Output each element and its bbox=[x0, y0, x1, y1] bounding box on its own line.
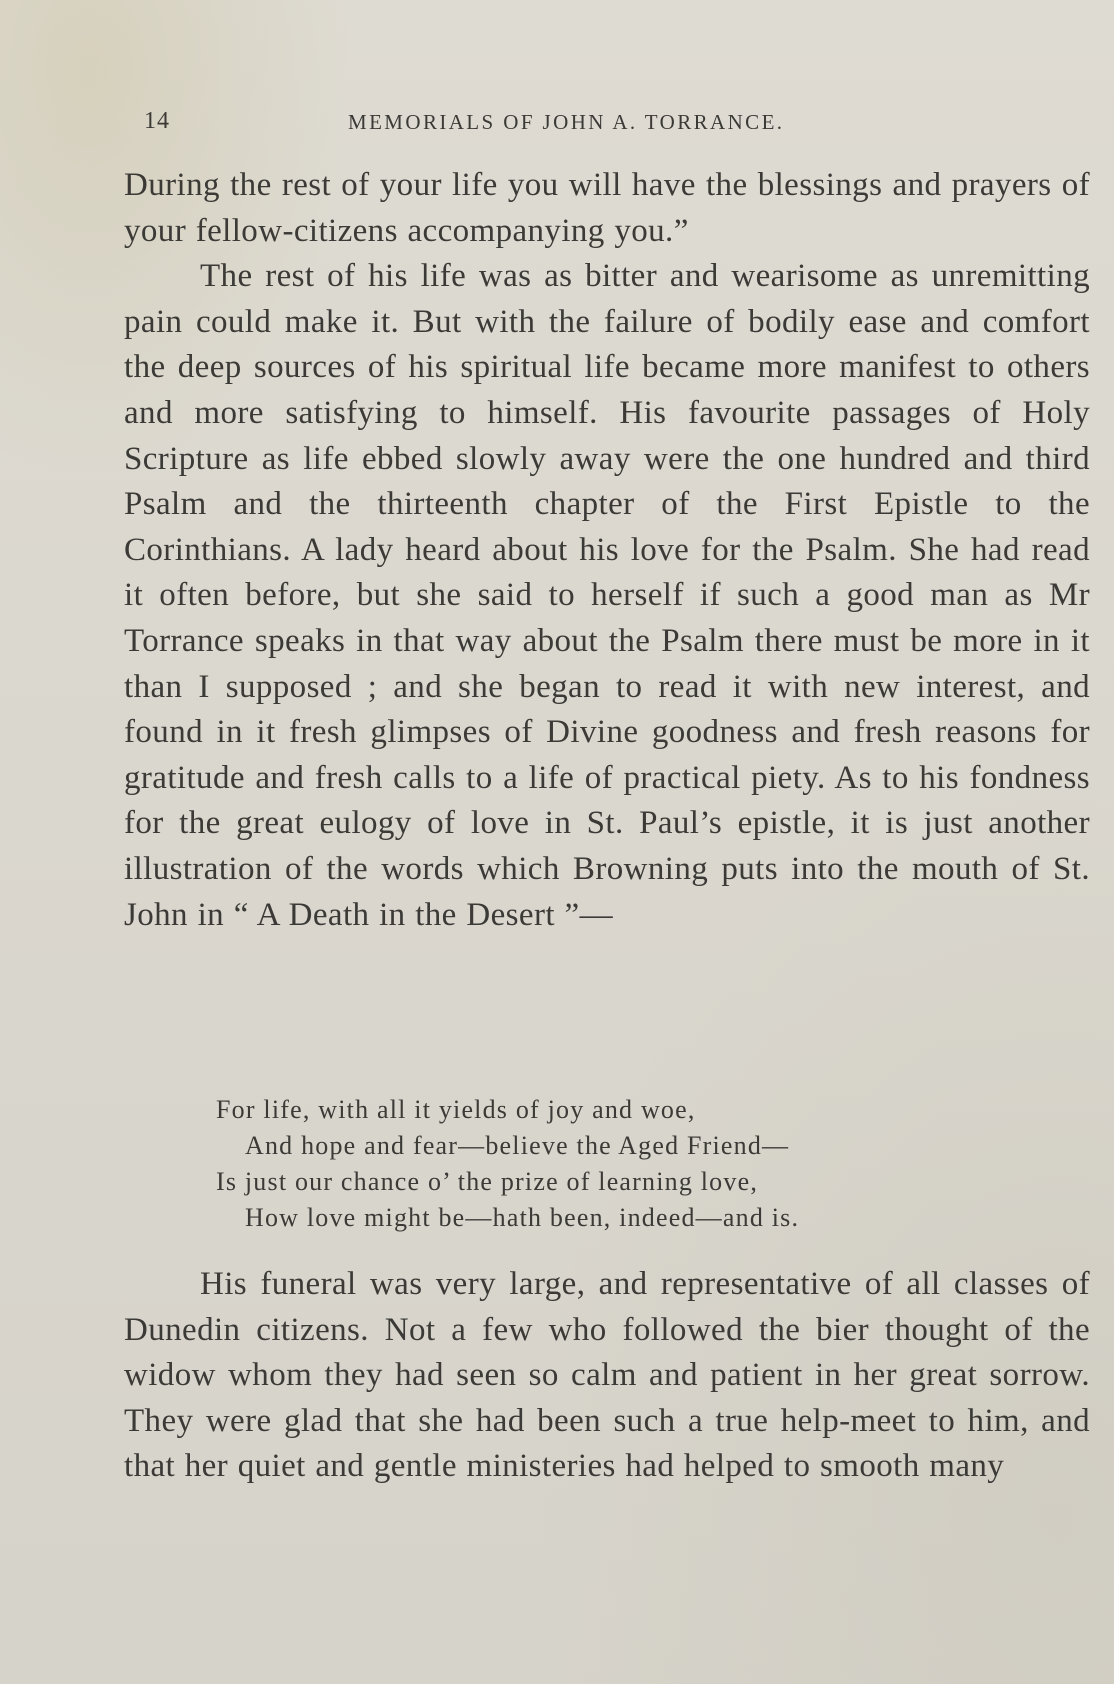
page-header bbox=[140, 108, 1090, 142]
verse-line-4: How love might be—hath been, indeed—and is. bbox=[245, 1203, 800, 1232]
body-text-bottom bbox=[124, 1262, 1090, 1490]
verse-line-3: Is just our chance o’ the prize of learning love, bbox=[216, 1167, 759, 1196]
paragraph-funeral: His funeral was very large, and representative of all classes of Dunedin citizens. Not a few who followed the bier thought of the widow whom they had seen so calm and patient in her great sorrow. They were glad that she had been such a true help-meet to him, and that her quiet and gentle ministeries had helped to smooth many bbox=[124, 1266, 1090, 1485]
paragraph-main: The rest of his life was as bitter and wearisome as unremitting pain could make it. But with the failure of bodily ease and comfort the deep sources of his spiritual life became more manifest to others and more satisfying to himself. His favourite passages of Holy Scripture as life ebbed slowly away were the one hundred and third Psalm and the thirteenth chapter of the First Epistle to the Corinthians. A lady heard about his love for the Psalm. She had read it often before, but she said to herself if such a good man as Mr Torrance speaks in that way about the Psalm there must be more in it than I supposed ; and she began to read it with new interest, and found in it fresh glimpses of Divine goodness and fresh reasons for gratitude and fresh calls to a life of practical piety. As to his fondness for the great eulogy of love in St. Paul’s epistle, it is just another illustration of the words which Browning puts into the mouth of St. John in “ A Death in the Desert ”— bbox=[124, 258, 1090, 933]
running-head: MEMORIALS OF JOHN A. TORRANCE. bbox=[348, 110, 785, 134]
verse-quotation bbox=[216, 1092, 996, 1236]
verse-line-1: For life, with all it yields of joy and woe, bbox=[216, 1095, 696, 1124]
page-number: 14 bbox=[144, 108, 170, 134]
verse-line-2: And hope and fear—believe the Aged Friend— bbox=[245, 1131, 790, 1160]
body-text-top bbox=[124, 163, 1090, 938]
paragraph-continuation: During the rest of your life you will have the blessings and prayers of your fellow-citizens accompanying you.” bbox=[124, 167, 1090, 249]
